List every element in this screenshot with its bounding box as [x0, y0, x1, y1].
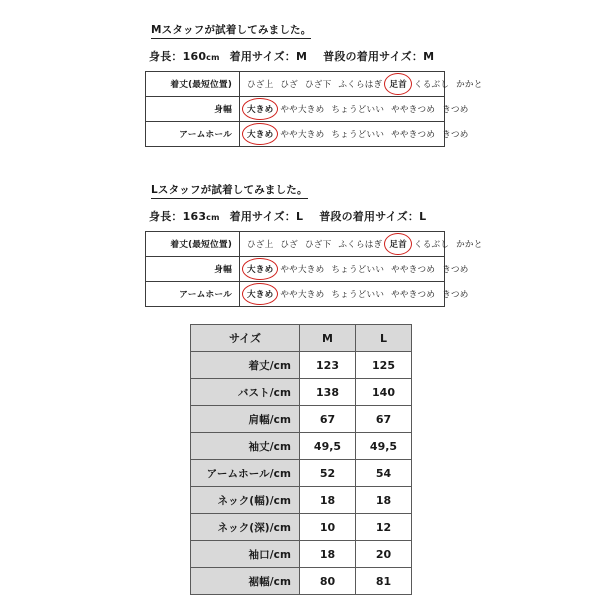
usual-size-label-l: 普段の着用サイズ：: [319, 210, 420, 223]
table-row: [191, 514, 412, 541]
wear-size-label-l: 着用サイズ：: [229, 210, 296, 223]
fit-row-label: 身幅: [146, 257, 240, 282]
staff-review-title-m: Mスタッフが試着してみました。: [151, 22, 311, 39]
fit-option-selected[interactable]: 大きめ: [247, 265, 274, 275]
table-row: [191, 460, 412, 487]
fit-option[interactable]: くるぶし: [413, 80, 450, 90]
usual-size-value-m: M: [423, 50, 435, 63]
fit-option[interactable]: ひざ: [280, 240, 298, 250]
fit-table-l: [145, 231, 483, 307]
fit-option[interactable]: ひざ下: [304, 80, 332, 90]
fit-option[interactable]: くるぶし: [413, 240, 450, 250]
fit-option-selected[interactable]: 大きめ: [247, 130, 274, 140]
table-row: [191, 352, 412, 379]
fit-option-selected[interactable]: 大きめ: [247, 290, 274, 300]
fit-option-selected[interactable]: 足首: [389, 80, 407, 90]
table-row: [191, 406, 412, 433]
size-chart-corner-label: サイズ: [191, 325, 300, 352]
size-chart-row-label: 肩幅/cm: [191, 406, 300, 433]
staff-review-block-l: [145, 178, 483, 307]
size-chart-cell: 67: [300, 406, 356, 433]
size-chart-cell: 18: [300, 487, 356, 514]
table-row: [146, 97, 445, 122]
size-chart-row-label: 袖口/cm: [191, 541, 300, 568]
fit-option[interactable]: ひざ上: [247, 80, 274, 90]
wear-size-label-m: 着用サイズ：: [229, 50, 296, 63]
fit-option[interactable]: ややきつめ: [391, 265, 436, 275]
height-label-m: 身長：: [149, 50, 183, 63]
fit-row-options: [240, 282, 469, 307]
table-row: [146, 257, 445, 282]
height-label-l: 身長：: [149, 210, 183, 223]
fit-option[interactable]: ふくらはぎ: [338, 240, 383, 250]
size-chart-row-label: 着丈/cm: [191, 352, 300, 379]
fit-row-options: [240, 72, 483, 97]
size-chart-cell: 123: [300, 352, 356, 379]
fit-option[interactable]: きつめ: [442, 290, 469, 300]
fit-option[interactable]: ひざ上: [247, 240, 274, 250]
fit-row-options: [240, 232, 483, 257]
size-chart-cell: 10: [300, 514, 356, 541]
fit-option[interactable]: かかと: [456, 80, 483, 90]
fit-option[interactable]: ややきつめ: [391, 130, 436, 140]
staff-review-meta-m: [149, 48, 455, 64]
fit-row-label: 着丈(最短位置): [146, 232, 240, 257]
fit-row-options: [240, 257, 469, 282]
size-chart-cell: 80: [300, 568, 356, 595]
size-chart-cell: 12: [356, 514, 412, 541]
table-header-row: [191, 325, 412, 352]
size-chart-cell: 18: [356, 487, 412, 514]
fit-option[interactable]: ややきつめ: [391, 290, 436, 300]
fit-option[interactable]: やや大きめ: [280, 130, 325, 140]
size-chart-cell: 138: [300, 379, 356, 406]
fit-option[interactable]: ちょうどいい: [331, 265, 385, 275]
fit-row-label: アームホール: [146, 122, 240, 147]
table-row: [191, 433, 412, 460]
fit-row-label: 着丈(最短位置): [146, 72, 240, 97]
size-chart-cell: 54: [356, 460, 412, 487]
size-chart-cell: 20: [356, 541, 412, 568]
usual-size-value-l: L: [419, 210, 427, 223]
fit-option[interactable]: やや大きめ: [280, 105, 325, 115]
fit-option[interactable]: ちょうどいい: [331, 130, 385, 140]
wear-size-value-m: M: [295, 50, 308, 63]
fit-table-m: [145, 71, 483, 147]
size-chart-row-label: ネック(深)/cm: [191, 514, 300, 541]
fit-option-selected[interactable]: 大きめ: [247, 105, 274, 115]
size-chart-cell: 52: [300, 460, 356, 487]
size-chart-cell: 18: [300, 541, 356, 568]
size-chart-row-label: バスト/cm: [191, 379, 300, 406]
usual-size-label-m: 普段の着用サイズ：: [323, 50, 424, 63]
table-row: [191, 487, 412, 514]
fit-option[interactable]: きつめ: [442, 265, 469, 275]
fit-row-label: アームホール: [146, 282, 240, 307]
table-row: [191, 568, 412, 595]
fit-option[interactable]: きつめ: [442, 105, 469, 115]
table-row: [146, 282, 445, 307]
fit-option[interactable]: ひざ: [280, 80, 298, 90]
size-chart-cell: 49,5: [300, 433, 356, 460]
table-row: [146, 232, 445, 257]
size-chart-cell: 140: [356, 379, 412, 406]
fit-option[interactable]: かかと: [456, 240, 483, 250]
fit-row-options: [240, 97, 469, 122]
table-row: [191, 379, 412, 406]
size-chart-cell: 125: [356, 352, 412, 379]
size-chart-row-label: 袖丈/cm: [191, 433, 300, 460]
staff-review-meta-l: [149, 208, 455, 224]
fit-option[interactable]: ちょうどいい: [331, 105, 385, 115]
size-chart-column-m: M: [300, 325, 356, 352]
height-value-m: 160: [182, 50, 207, 63]
fit-option[interactable]: きつめ: [442, 130, 469, 140]
size-chart-row-label: アームホール/cm: [191, 460, 300, 487]
fit-option[interactable]: ちょうどいい: [331, 290, 385, 300]
staff-review-block-m: [145, 18, 483, 147]
size-chart-column-l: L: [356, 325, 412, 352]
fit-option[interactable]: やや大きめ: [280, 290, 325, 300]
height-unit-l: cm: [206, 213, 220, 222]
wear-size-value-l: L: [295, 210, 304, 223]
staff-review-title-l: Lスタッフが試着してみました。: [151, 182, 308, 199]
fit-row-options: [240, 122, 469, 147]
fit-option[interactable]: ひざ下: [304, 240, 332, 250]
size-measurement-table: [190, 324, 412, 595]
height-unit-m: cm: [206, 53, 220, 62]
fit-option[interactable]: やや大きめ: [280, 265, 325, 275]
size-chart-row-label: ネック(幅)/cm: [191, 487, 300, 514]
size-chart-cell: 49,5: [356, 433, 412, 460]
size-chart-cell: 67: [356, 406, 412, 433]
fit-option-selected[interactable]: 足首: [389, 240, 407, 250]
size-chart-cell: 81: [356, 568, 412, 595]
table-row: [146, 122, 445, 147]
height-value-l: 163: [182, 210, 207, 223]
fit-option[interactable]: ふくらはぎ: [338, 80, 383, 90]
table-row: [191, 541, 412, 568]
size-chart-row-label: 裾幅/cm: [191, 568, 300, 595]
fit-option[interactable]: ややきつめ: [391, 105, 436, 115]
table-row: [146, 72, 445, 97]
fit-row-label: 身幅: [146, 97, 240, 122]
